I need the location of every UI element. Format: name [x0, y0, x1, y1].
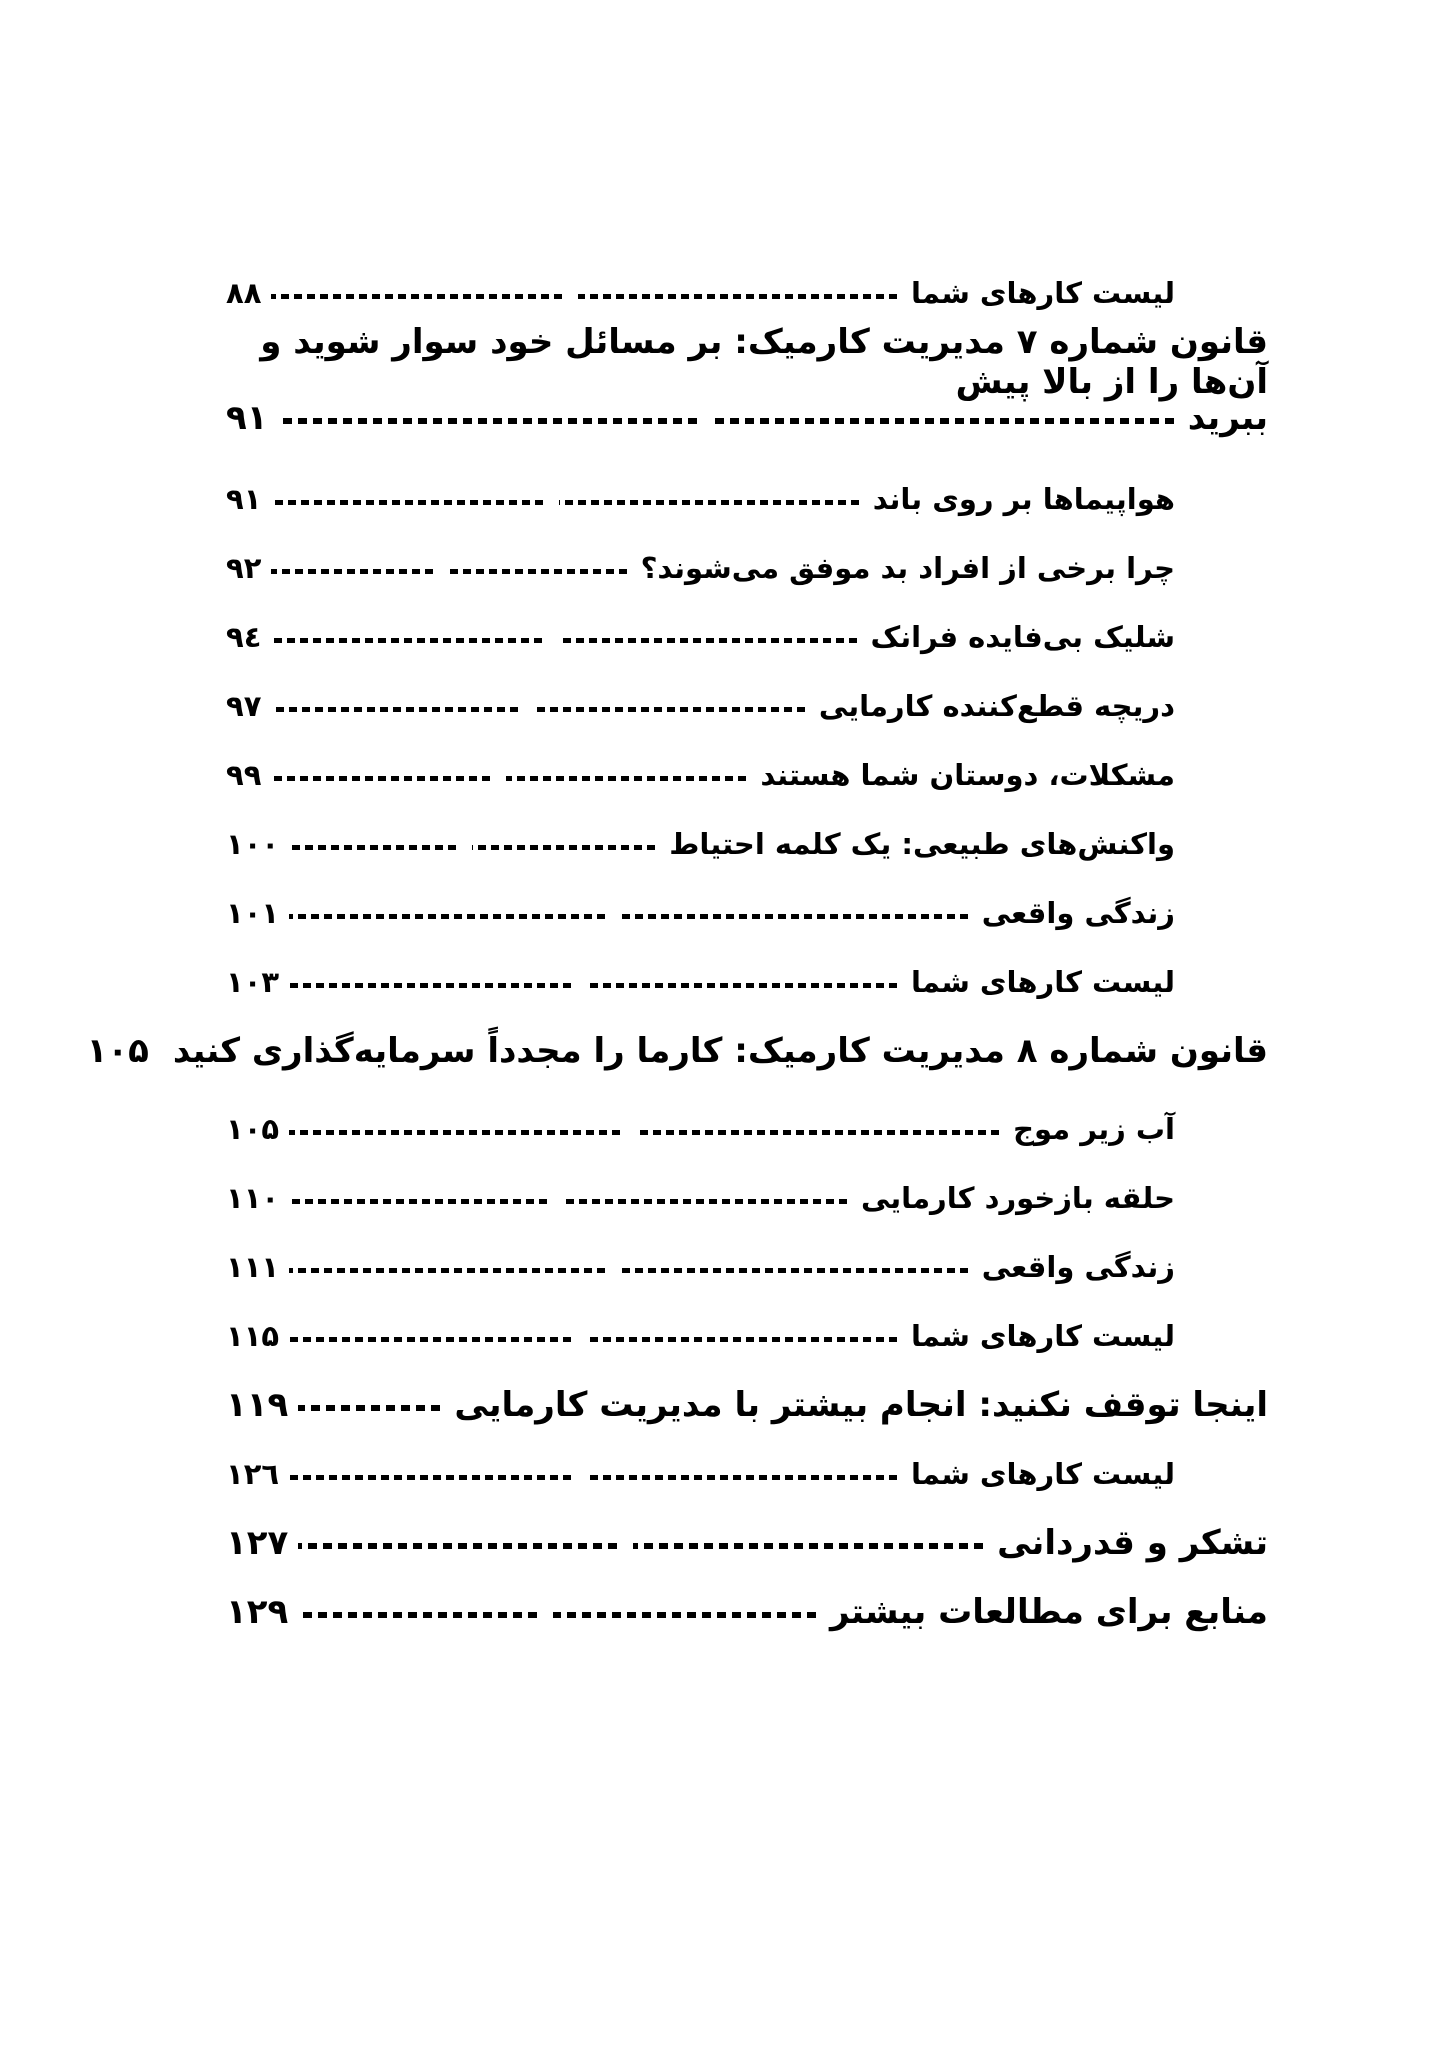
toc-entry-label: اینجا توقف نکنید: انجام بیشتر با مدیریت کارمایی — [454, 1385, 1268, 1425]
dotted-leader — [271, 500, 858, 505]
dotted-leader — [289, 1337, 897, 1342]
toc-entry-label: زندگی واقعی — [981, 1250, 1175, 1284]
toc-page-number: ۱۰۵ — [86, 1031, 149, 1071]
table-of-contents — [86, 273, 1268, 1632]
dotted-leader — [289, 1268, 968, 1273]
toc-entry-label: واکنش‌های طبیعی: یک کلمه احتیاط — [669, 827, 1175, 861]
toc-page-number: ۹۱ — [226, 398, 268, 438]
toc-page-number: ۱۲٦ — [226, 1457, 280, 1491]
toc-entry — [226, 1385, 1268, 1425]
toc-page-number: ۱۰۳ — [226, 965, 280, 999]
toc-entry-label: مشکلات، دوستان شما هستند — [760, 758, 1175, 792]
toc-entry — [226, 1523, 1268, 1563]
toc-page-number: ۱۱۵ — [226, 1319, 280, 1353]
toc-entry-label: تشکر و قدردانی — [997, 1523, 1268, 1563]
toc-entry — [226, 1247, 1268, 1287]
dotted-leader — [289, 1199, 847, 1204]
dotted-leader — [271, 638, 856, 643]
toc-page-number: ۹۱ — [226, 482, 262, 516]
toc-entry-label: لیست کارهای شما — [910, 1319, 1175, 1353]
dotted-leader — [289, 983, 897, 988]
dotted-leader — [278, 418, 1174, 424]
toc-page-number: ۱۱۹ — [226, 1385, 289, 1425]
toc-page-number: ۱۰۰ — [226, 827, 280, 861]
toc-page-number: ۱۰۵ — [226, 1112, 280, 1146]
toc-entry — [226, 617, 1268, 657]
dotted-leader — [271, 294, 897, 299]
toc-entry-label: لیست کارهای شما — [910, 276, 1175, 310]
dotted-leader — [298, 1405, 440, 1411]
toc-page-number: ۱۱۱ — [226, 1250, 280, 1284]
toc-entry-label: قانون شماره ۸ مدیریت کارمیک: کارما را مجدداً سرمایه‌گذاری کنید — [172, 1031, 1268, 1071]
toc-entry — [226, 273, 1268, 313]
toc-entry — [226, 479, 1268, 519]
toc-page-number: ۱۱۰ — [226, 1181, 280, 1215]
toc-entry — [226, 1316, 1268, 1356]
dotted-leader — [271, 569, 626, 574]
toc-entry — [226, 1454, 1268, 1494]
toc-entry — [226, 322, 1268, 402]
toc-page-number: ۹۲ — [226, 551, 262, 585]
toc-entry-label: زندگی واقعی — [981, 896, 1175, 930]
toc-entry-label: لیست کارهای شما — [910, 1457, 1175, 1491]
toc-entry — [226, 548, 1268, 588]
toc-entry-label: هواپیماها بر روی باند — [872, 482, 1175, 516]
toc-entry — [226, 893, 1268, 933]
dotted-leader — [298, 1543, 983, 1549]
toc-entry-label: ببرید — [1187, 398, 1268, 438]
dotted-leader — [289, 914, 968, 919]
dotted-leader — [271, 776, 746, 781]
toc-entry-label: آب زیر موج — [1013, 1112, 1175, 1146]
toc-entry-label: لیست کارهای شما — [910, 965, 1175, 999]
toc-page-number: ۱۰۱ — [226, 896, 280, 930]
toc-page-number: ۹۹ — [226, 758, 262, 792]
toc-entry — [226, 1178, 1268, 1218]
toc-entry — [86, 1031, 1268, 1071]
toc-entry — [226, 755, 1268, 795]
dotted-leader — [289, 1475, 897, 1480]
dotted-leader — [289, 845, 655, 850]
toc-entry-label: قانون شماره ۷ مدیریت کارمیک: بر مسائل خود سوار شوید و آن‌ها را از بالا پیش — [260, 322, 1268, 402]
toc-entry-label: منابع برای مطالعات بیشتر — [829, 1592, 1268, 1632]
toc-page-number: ۹۷ — [226, 689, 262, 723]
toc-entry-label: شلیک بی‌فایده فرانک — [870, 620, 1175, 654]
toc-entry-label: دریچه قطع‌کننده کارمایی — [818, 689, 1175, 723]
toc-page-number: ۱۲۹ — [226, 1592, 289, 1632]
dotted-leader — [271, 707, 804, 712]
toc-page-number: ۹٤ — [226, 620, 262, 654]
dotted-leader — [289, 1130, 999, 1135]
toc-entry — [226, 962, 1268, 1002]
toc-entry — [226, 1592, 1268, 1632]
toc-entry — [226, 686, 1268, 726]
toc-entry — [226, 824, 1268, 864]
toc-entry — [226, 1109, 1268, 1149]
toc-entry-label: چرا برخی از افراد بد موفق می‌شوند؟ — [640, 551, 1175, 585]
toc-entry-continuation — [226, 398, 1268, 438]
toc-page-number: ۸۸ — [226, 276, 262, 310]
toc-entry-label: حلقه بازخورد کارمایی — [860, 1181, 1175, 1215]
toc-page-number: ۱۲۷ — [226, 1523, 289, 1563]
dotted-leader — [298, 1612, 816, 1618]
